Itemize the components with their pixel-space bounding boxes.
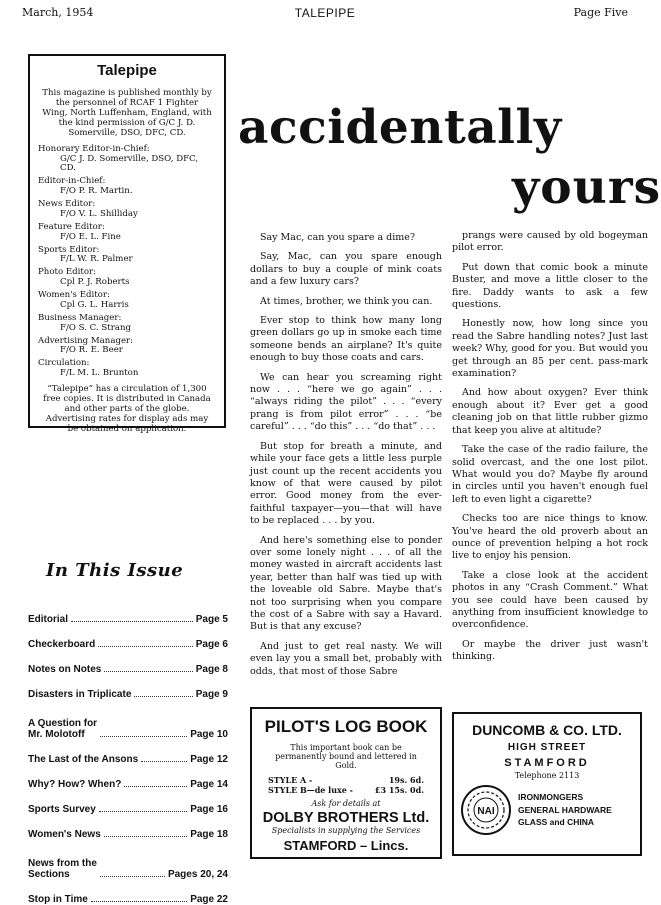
ad1-style-a-price: 19s. 6d. [388, 774, 424, 785]
masthead-name: F/O R. E. Beer [60, 345, 123, 356]
masthead-role: Business Manager: [38, 312, 122, 323]
article-paragraph: But stop for breath a minute, and while your face gets a little less purple just count up the recent accidents you know of that were caused by pilot error. Good money from the ever-faithful taxpayer—you—that will have to be replaced . . . by you. [250, 440, 442, 527]
toc-item-title: Editorial [28, 614, 69, 625]
toc-item-leader [98, 646, 193, 647]
article-paragraph: Ever stop to think how many long green dollars go up in smoke each time someone bends an airplane? It's quite enough to buy those coats and cars. [250, 315, 442, 364]
article-paragraph: And how about oxygen? Ever think enough about it? Ever get a good cleaning job on that little rubber gizmo that keep you alive at altitude? [452, 387, 648, 436]
masthead-entry [38, 359, 216, 379]
ad1-style-b-price: £3 15s. 0d. [374, 784, 424, 795]
article-paragraph: And here's something else to ponder over some lonely night . . . of all the money wasted in aircraft accidents last year, better than half was tied up with the loveable old Sabre. Maybe that's not too surprising when you compare the cost of a Sabre with say a Havard. But is that any excuse? [250, 534, 442, 633]
toc-item-title: Women's News [28, 829, 101, 840]
header-page-number: Page Five [573, 6, 628, 19]
masthead-entry [38, 337, 216, 357]
toc-item-title: A Question for Mr. Molotoff [28, 718, 98, 740]
article-paragraph: Checks too are nice things to know. You've heard the old proverb about an ounce of prevention helping a hot rock live to enjoy his pension. [452, 513, 648, 562]
article-paragraph: Say, Mac, can you spare enough dollars to buy a couple of mink coats and a few luxury cars? [250, 251, 442, 288]
toc-item-leader [71, 621, 193, 622]
table-of-contents [28, 600, 228, 905]
ad1-style-b [268, 785, 424, 795]
masthead-entry [38, 223, 216, 243]
toc-item [28, 700, 228, 740]
masthead-role: Editor-in-Chief: [38, 176, 106, 187]
masthead-entry [38, 145, 216, 175]
article-headline-line2: yours [512, 160, 661, 215]
ad-pilots-log-book [250, 707, 442, 859]
ad1-location: STAMFORD – Lincs. [283, 837, 409, 853]
toc-item-title: Disasters in Triplicate [28, 689, 132, 700]
ad2-logo-text: NAI [477, 806, 495, 817]
masthead-name: F/O S. C. Strang [60, 322, 132, 333]
toc-item-title: Notes on Notes [28, 664, 102, 675]
masthead-name: F/L M. L. Brunton [60, 368, 139, 379]
ad2-town: STAMFORD [504, 757, 590, 769]
ad2-logo-emblem [460, 784, 512, 836]
ad2-trade-item: IRONMONGERS [518, 791, 584, 802]
ad2-company: DUNCOMB & CO. LTD. [472, 722, 622, 738]
toc-item-title: Stop in Time [28, 894, 88, 905]
toc-item [28, 625, 228, 650]
toc-item [28, 840, 228, 880]
masthead-name: G/C J. D. Somerville, DSO, DFC, CD. [60, 153, 199, 174]
masthead-name: F/O V. L. Shilliday [60, 208, 138, 219]
toc-item [28, 675, 228, 700]
article-paragraph: We can hear you screaming right now . . . “here we go again” . . . “always riding the pilot” . . . “every prang is from pilot error” . . . “be careful” . . . “do this” . . . “do that” . . . [250, 371, 442, 433]
ad1-description: This important book can be permanently bound and lettered in Gold. [275, 743, 417, 771]
masthead-entry [38, 177, 216, 197]
masthead-name: F/O E. L. Fine [60, 231, 121, 242]
ad1-title: PILOT'S LOG BOOK [264, 717, 428, 736]
masthead-staff-list [38, 145, 216, 379]
article-paragraph: Put down that comic book a minute Buster, and move a little closer to the fire. Daddy wants to ask a few questions. [452, 261, 648, 311]
toc-item-leader [91, 901, 187, 902]
ad2-telephone: Telephone 2113 [514, 771, 580, 780]
toc-item-leader [124, 786, 187, 787]
toc-item [28, 790, 228, 815]
ad2-trades-list [512, 791, 634, 829]
toc-item-page: Page 16 [190, 804, 228, 815]
toc-item-page: Page 18 [190, 829, 228, 840]
header-title: TALEPIPE [294, 6, 356, 20]
masthead-box [28, 54, 226, 434]
ad1-specialists: Specialists in supplying the Services [271, 825, 421, 835]
masthead-role: Honorary Editor-in-Chief: [38, 143, 150, 154]
masthead-footer: “Talepipe” has a circulation of 1,300 free copies. It is distributed in Canada and other parts of the globe. Advertising rates for display ads may be obtained on application. [43, 384, 211, 434]
toc-item [28, 600, 228, 625]
toc-item-page: Page 12 [190, 754, 228, 765]
ad2-street: HIGH STREET [507, 742, 587, 753]
toc-item-page: Page 10 [190, 729, 228, 740]
toc-item-page: Pages 20, 24 [167, 869, 228, 880]
ad1-price-list [268, 775, 424, 795]
toc-item-page: Page 22 [190, 894, 228, 905]
masthead-entry [38, 246, 216, 266]
ad1-company: DOLBY BROTHERS Ltd. [262, 809, 430, 826]
toc-item [28, 880, 228, 905]
ad1-style-a-label: STYLE A - [268, 774, 313, 785]
article-paragraph: Honestly now, how long since you read the Sabre handling notes? Just last week? Why, good for you. But would you get through an 85 per cent. pass-mark examination? [452, 318, 648, 380]
article-headline-line1: accidentally [238, 100, 562, 155]
toc-item [28, 650, 228, 675]
article-paragraph: And just to get real nasty. We will even lay you a small bet, probably with odds, that most of those Sabre [250, 640, 442, 677]
toc-item-page: Page 14 [190, 779, 228, 790]
toc-item-page: Page 8 [195, 664, 228, 675]
toc-item-title: Checkerboard [28, 639, 96, 650]
masthead-role: Women's Editor: [38, 290, 110, 300]
article-paragraph: Take the case of the radio failure, the solid overcast, and the one lost pilot. What would you do? Maybe fly around in circles until you haven't enough fuel left to even light a cigarette? [452, 444, 648, 505]
toc-item-leader [100, 876, 165, 877]
toc-item-leader [104, 836, 187, 837]
masthead-role: Feature Editor: [38, 221, 105, 232]
article-paragraph: Say Mac, can you spare a dime? [260, 232, 415, 243]
masthead-name: Cpl P. J. Roberts [60, 277, 130, 288]
masthead-intro: This magazine is published monthly by the personnel of RCAF 1 Fighter Wing, North Luffenham, England, with the kind permission of G/C J. D. Somerville, DSO, DFC, CD. [42, 88, 212, 138]
toc-item-page: Page 6 [195, 639, 228, 650]
masthead-role: Photo Editor: [38, 267, 97, 278]
masthead-entry [38, 200, 216, 220]
ad1-style-a [268, 775, 424, 785]
toc-item-page: Page 9 [195, 689, 228, 700]
ad2-trade-item: GLASS and CHINA [518, 817, 595, 828]
masthead-entry [38, 314, 216, 334]
ad1-style-b-label: STYLE B—de luxe - [268, 784, 353, 795]
article-paragraph: Take a close look at the accident photos in any “Crash Comment.” What you see could have been caused by anything from insufficient knowledge to overconfidence. [452, 569, 648, 631]
masthead-role: Circulation: [38, 358, 90, 369]
toc-item-title: The Last of the Ansons [28, 754, 139, 765]
toc-item-title: Sports Survey [28, 804, 96, 815]
toc-item [28, 740, 228, 765]
masthead-role: Sports Editor: [38, 244, 100, 255]
masthead-role: News Editor: [38, 199, 96, 209]
masthead-name: F/O P. R. Martin. [60, 186, 133, 197]
article-column-1 [250, 232, 442, 685]
article-column-2 [452, 230, 648, 671]
ad1-ask-line: Ask for details at [311, 798, 381, 808]
masthead-role: Advertising Manager: [38, 335, 134, 346]
toc-item-leader [99, 811, 187, 812]
toc-item-leader [141, 761, 187, 762]
ad-duncomb [452, 712, 642, 856]
article-paragraph: prangs were caused by old bogeyman pilot error. [452, 230, 648, 254]
toc-item [28, 815, 228, 840]
toc-item-page: Page 5 [195, 614, 228, 625]
masthead-name: Cpl G. L. Harris [60, 299, 129, 310]
ad2-bottom-row [460, 784, 634, 836]
toc-item-leader [100, 736, 187, 737]
article-paragraph: At times, brother, we think you can. [260, 295, 433, 307]
header-date: March, 1954 [22, 6, 94, 19]
masthead-title: Talepipe [97, 62, 157, 79]
ad2-trade-item: GENERAL HARDWARE [518, 804, 612, 815]
article-paragraph: Or maybe the driver just wasn't thinking. [452, 638, 648, 663]
masthead-name: F/L W. R. Palmer [60, 254, 133, 265]
masthead-entry [38, 291, 216, 311]
toc-item-title: News from the Sections [28, 858, 97, 880]
toc-item-leader [104, 671, 192, 672]
toc-item-title: Why? How? When? [28, 779, 122, 790]
toc-title: In This Issue [46, 560, 184, 581]
toc-item [28, 765, 228, 790]
toc-item-leader [134, 696, 192, 697]
masthead-entry [38, 268, 216, 288]
